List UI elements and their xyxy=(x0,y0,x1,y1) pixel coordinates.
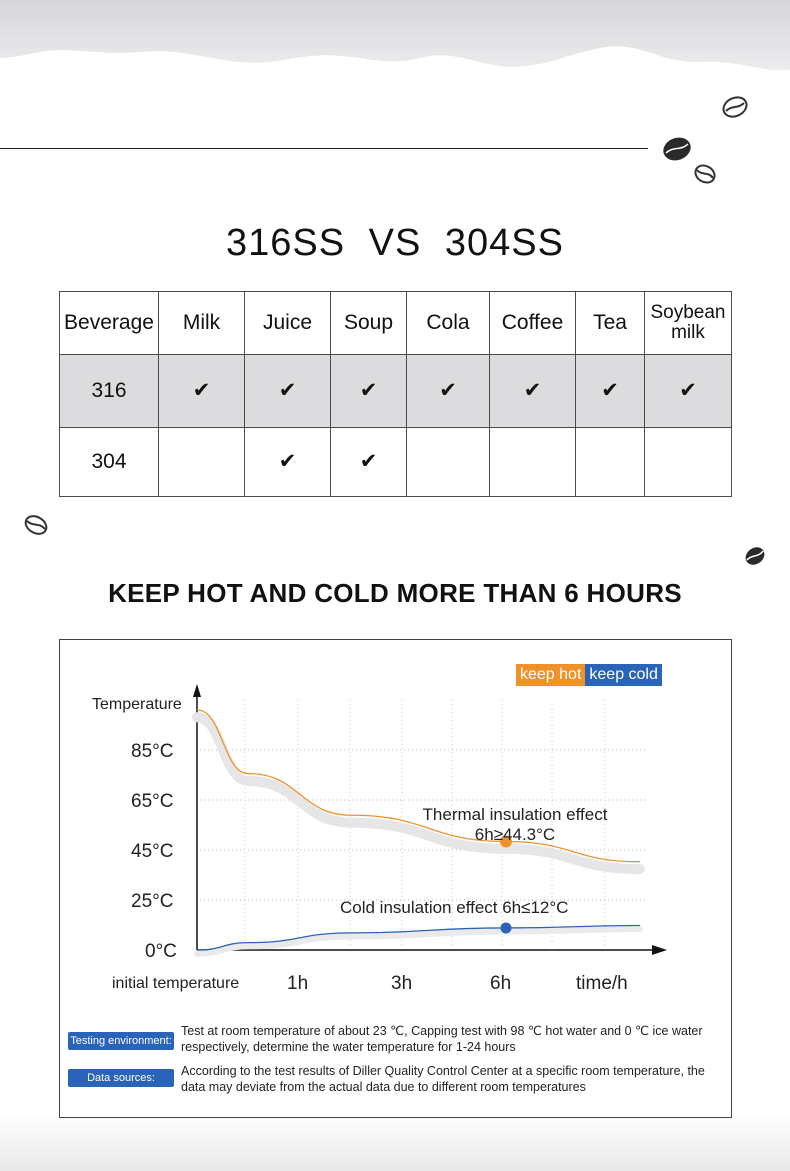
y-tick-label: 45°C xyxy=(131,841,174,862)
check-cell: ✔ xyxy=(576,355,645,428)
chart-legend xyxy=(516,664,662,686)
y-tick-label: 25°C xyxy=(131,891,174,912)
x-tick-label: 1h xyxy=(287,973,309,994)
section-title: KEEP HOT AND COLD MORE THAN 6 HOURS xyxy=(108,578,682,608)
row-label: 316 xyxy=(60,355,159,428)
y-axis-label: Temperature xyxy=(92,696,182,713)
y-tick-label: 0°C xyxy=(145,941,177,962)
header-cell: Juice xyxy=(245,292,331,355)
cold-annotation: Cold insulation effect 6h≤12°C xyxy=(340,898,569,917)
check-cell: ✔ xyxy=(645,355,732,428)
title-left: 316SS xyxy=(225,222,346,264)
check-cell: ✔ xyxy=(407,355,490,428)
header-cell: Tea xyxy=(576,292,645,355)
hot-annotation-line1: Thermal insulation effect xyxy=(422,805,608,824)
check-cell: ✔ xyxy=(245,428,331,497)
cold-6h-point xyxy=(501,922,512,933)
data-sources-text: According to the test results of Diller Quality Control Center at a specific room temperature, the data may deviate from the actual data due to different room temperatures xyxy=(181,1064,705,1094)
row-label: 304 xyxy=(60,428,159,497)
y-tick-label: 85°C xyxy=(131,741,174,762)
check-cell: ✔ xyxy=(245,355,331,428)
legend-keep-cold: keep cold xyxy=(585,664,662,686)
x-tick-label: time/h xyxy=(576,973,628,994)
header-cell: Coffee xyxy=(490,292,576,355)
data-sources-tag: Data sources: xyxy=(68,1069,174,1087)
x-tick-label: 3h xyxy=(391,973,413,994)
header-cell: Cola xyxy=(407,292,490,355)
x-tick-label: initial temperature xyxy=(112,975,240,992)
y-axis-arrow xyxy=(193,684,201,697)
hot-annotation-line2: 6h≥44.3°C xyxy=(474,825,556,844)
testing-environment-tag: Testing environment: xyxy=(68,1032,174,1050)
x-tick-label: 6h xyxy=(490,973,512,994)
check-cell: ✔ xyxy=(159,355,245,428)
title-right: 304SS xyxy=(444,222,564,264)
title-vs: VS xyxy=(368,222,422,264)
header-cell: Beverage xyxy=(60,292,159,355)
legend-keep-hot: keep hot xyxy=(516,664,585,686)
hot-annotation xyxy=(400,805,630,845)
check-cell: ✔ xyxy=(331,428,407,497)
testing-environment-text: Test at room temperature of about 23 ℃, Capping test with 98 ℃ hot water and 0 ℃ ice water respectively, determine the water temperature for 1-24 hours xyxy=(181,1024,703,1054)
check-cell: ✔ xyxy=(331,355,407,428)
hot-series-shadow xyxy=(197,717,640,869)
header-cell: Soybean milk xyxy=(645,292,732,355)
header-cell: Milk xyxy=(159,292,245,355)
check-cell: ✔ xyxy=(490,355,576,428)
header-cell: Soup xyxy=(331,292,407,355)
x-axis-arrow xyxy=(652,945,667,955)
y-tick-label: 65°C xyxy=(131,791,174,812)
